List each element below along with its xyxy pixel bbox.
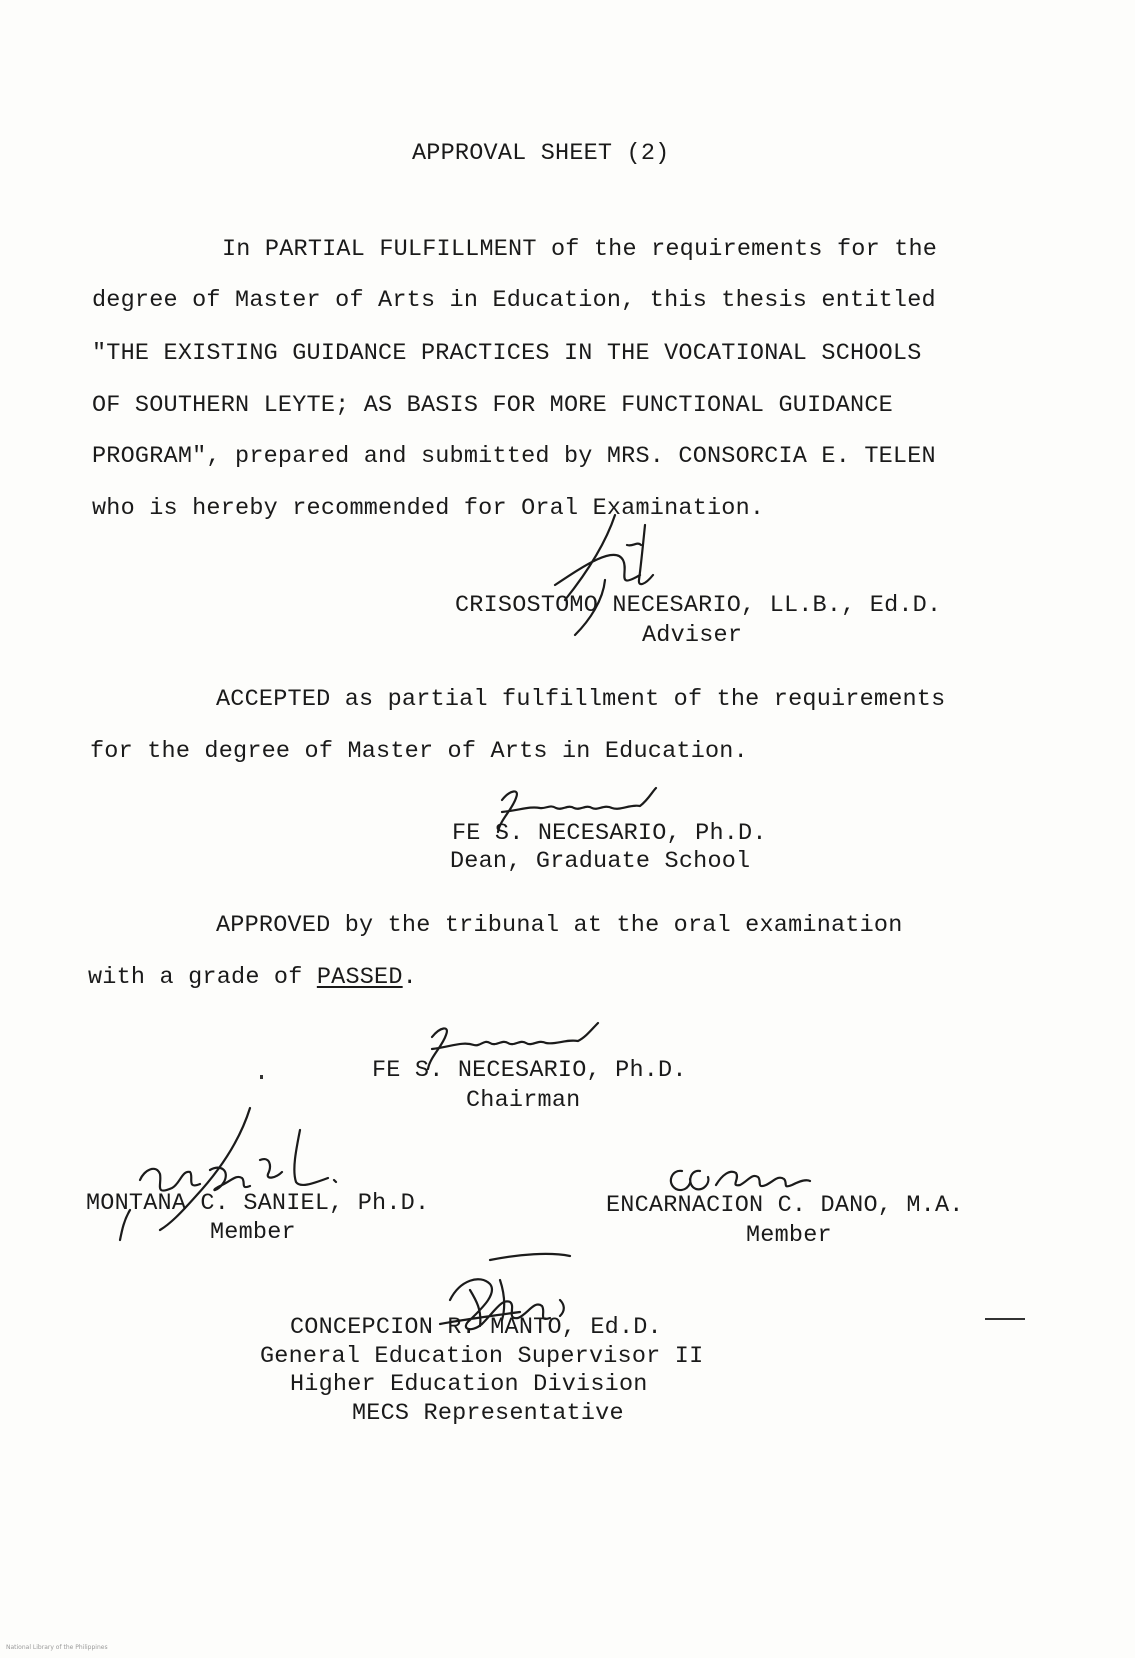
member-right-name: ENCARNACION C. DANO, M.A. xyxy=(606,1192,964,1219)
intro-line-4: OF SOUTHERN LEYTE; AS BASIS FOR MORE FUNCTIONAL GUIDANCE xyxy=(92,392,893,419)
approval-line-2-prefix: with a grade of xyxy=(88,964,317,991)
margin-dash xyxy=(985,1318,1025,1320)
stray-mark xyxy=(260,1075,263,1079)
representative-role-line-2: Higher Education Division xyxy=(290,1371,648,1398)
footer-watermark: National Library of the Philippines xyxy=(6,1644,108,1651)
document-title: APPROVAL SHEET (2) xyxy=(412,140,670,167)
chairman-role: Chairman xyxy=(466,1087,581,1114)
intro-line-6: who is hereby recommended for Oral Examination. xyxy=(92,495,765,522)
intro-line-5: PROGRAM", prepared and submitted by MRS. CONSORCIA E. TELEN xyxy=(92,443,936,470)
acceptance-line-1: ACCEPTED as partial fulfillment of the requirements xyxy=(216,686,946,713)
member-right-role: Member xyxy=(746,1222,832,1249)
intro-line-2: degree of Master of Arts in Education, this thesis entitled xyxy=(92,287,936,314)
approval-line-2 xyxy=(88,964,417,992)
intro-line-3: "THE EXISTING GUIDANCE PRACTICES IN THE VOCATIONAL SCHOOLS xyxy=(92,340,922,367)
chairman-name: FE S. NECESARIO, Ph.D. xyxy=(372,1057,687,1084)
adviser-role: Adviser xyxy=(642,622,743,649)
representative-name: CONCEPCION R. MANTO, Ed.D. xyxy=(290,1314,662,1341)
grade-passed: PASSED xyxy=(316,964,403,991)
dean-role: Dean, Graduate School xyxy=(450,848,751,875)
approval-line-2-suffix: . xyxy=(402,964,417,991)
representative-role-line-1: General Education Supervisor II xyxy=(260,1343,704,1370)
member-left-name: MONTANA C. SANIEL, Ph.D. xyxy=(86,1190,430,1217)
intro-line-1: In PARTIAL FULFILLMENT of the requirements for the xyxy=(222,236,938,263)
member-left-role: Member xyxy=(210,1219,296,1246)
dean-name: FE S. NECESARIO, Ph.D. xyxy=(452,820,767,847)
approval-line-1: APPROVED by the tribunal at the oral examination xyxy=(216,912,903,939)
representative-role-line-3: MECS Representative xyxy=(352,1400,624,1427)
adviser-name: CRISOSTOMO NECESARIO, LL.B., Ed.D. xyxy=(455,592,942,619)
acceptance-line-2: for the degree of Master of Arts in Education. xyxy=(90,738,748,765)
